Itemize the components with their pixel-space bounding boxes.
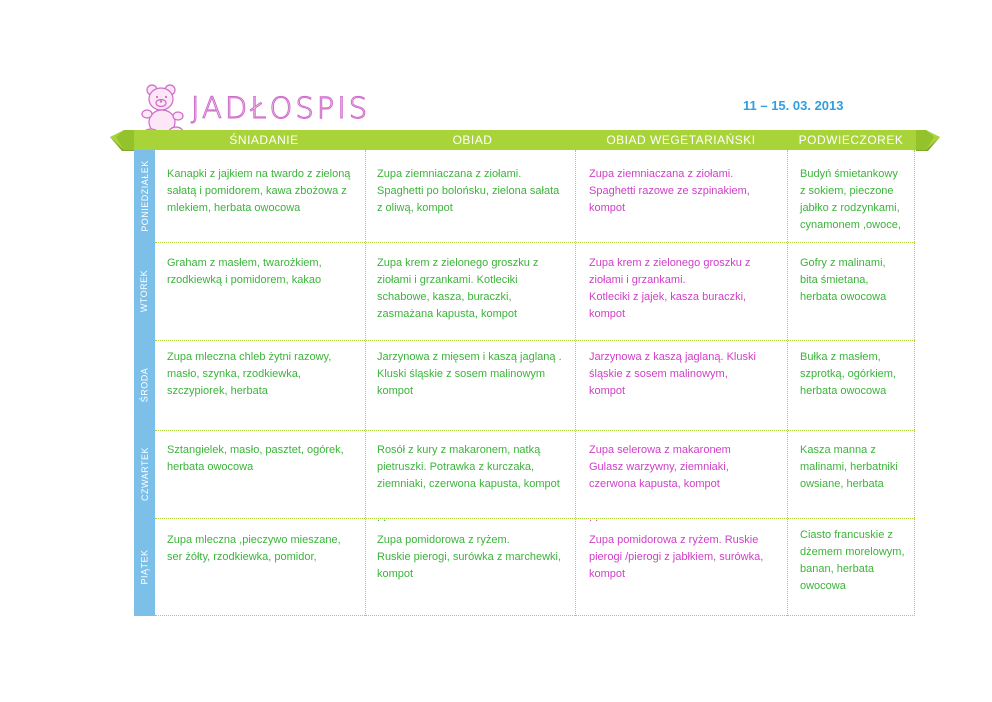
column-divider: [914, 150, 915, 616]
menu-cell-monday-vegetarian: Zupa ziemniaczana z ziołami. Spaghetti razowe ze szpinakiem, kompot: [589, 168, 750, 214]
day-label-friday: PIĄTEK: [139, 549, 150, 585]
menu-cell-wednesday-vegetarian: Jarzynowa z kaszą jaglaną. Kluski śląskie z sosem malinowym, kompot: [589, 351, 756, 397]
menu-cell-thursday-snack: Kasza manna z malinami, herbatniki owsiane, herbata: [800, 444, 898, 490]
menu-cell-friday-lunch: Zupa pomidorowa z ryżem. Ruskie pierogi, surówka z marchewki, kompot: [377, 534, 562, 580]
column-header-breakfast: ŚNIADANIE: [229, 133, 299, 147]
menu-cell-wednesday-breakfast: Zupa mleczna chleb żytni razowy, masło, szynka, rzodkiewka, szczypiorek, herbata: [167, 351, 332, 397]
menu-cell-friday-vegetarian: Zupa pomidorowa z ryżem. Ruskie pierogi /pierogi z jabłkiem, surówka, kompot: [589, 534, 764, 580]
column-header-vegetarian-lunch: OBIAD WEGETARIAŃSKI: [606, 133, 756, 147]
menu-cell-tuesday-breakfast: Graham z masłem, twarożkiem, rzodkiewką i pomidorem, kakao: [167, 257, 322, 286]
menu-cell-monday-breakfast: Kanapki z jajkiem na twardo z zieloną sałatą i pomidorem, kawa zbożowa z mlekiem, herbata owocowa: [167, 168, 351, 214]
menu-cell-tuesday-vegetarian: Zupa krem z zielonego groszku z ziołami i grzankami. Kotleciki z jajek, kasza buraczki, kompot: [589, 257, 751, 320]
row-divider: [155, 430, 915, 431]
column-header-lunch: OBIAD: [452, 133, 493, 147]
menu-cell-friday-snack: Ciasto francuskie z dżemem morelowym, banan, herbata owocowa: [800, 529, 905, 592]
day-label-wednesday: ŚRODA: [139, 367, 150, 403]
menu-cell-monday-lunch: Zupa ziemniaczana z ziołami. Spaghetti po bolońsku, zielona sałata z oliwą, kompot: [377, 168, 560, 214]
day-label-monday: PONIEDZIAŁEK: [139, 160, 150, 232]
menu-cell-monday-snack: Budyń śmietankowy z sokiem, pieczone jabłko z rodzynkami, cynamonem ,owoce,: [800, 168, 901, 231]
menu-cell-tuesday-lunch: Zupa krem z zielonego groszku z ziołami i grzankami. Kotleciki schabowe, kasza, buraczki, zasmażana kapusta, kompot: [377, 257, 539, 320]
menu-cell-thursday-lunch: Rosół z kury z makaronem, natką pietruszki. Potrawka z kurczaka, ziemniaki, czerwona kapusta, kompot . .: [377, 444, 560, 524]
row-divider: [155, 615, 915, 616]
menu-cell-thursday-vegetarian: Zupa selerowa z makaronem Gulasz warzywny, ziemniaki, czerwona kapusta, kompot . .: [589, 444, 731, 524]
menu-cell-wednesday-snack: Bułka z masłem, szprotką, ogórkiem, herbata owocowa: [800, 351, 896, 397]
page-title: JADŁOSPIS: [191, 91, 371, 125]
row-divider: [155, 242, 915, 243]
row-divider: [155, 340, 915, 341]
column-divider: [575, 150, 576, 616]
day-label-tuesday: WTOREK: [139, 269, 150, 313]
menu-cell-friday-breakfast: Zupa mleczna ,pieczywo mieszane, ser żółty, rzodkiewka, pomidor,: [167, 534, 341, 563]
day-label-thursday: CZWARTEK: [139, 446, 150, 502]
menu-cell-wednesday-lunch: Jarzynowa z mięsem i kaszą jaglaną . Kluski śląskie z sosem malinowym kompot: [377, 351, 562, 397]
menu-cell-tuesday-snack: Gofry z malinami, bita śmietana, herbata owocowa: [800, 257, 887, 303]
column-header-snack: PODWIECZOREK: [798, 133, 904, 147]
column-divider: [787, 150, 788, 616]
column-divider: [365, 150, 366, 616]
menu-cell-thursday-breakfast: Sztangielek, masło, pasztet, ogórek, herbata owocowa: [167, 444, 344, 473]
date-range: 11 – 15. 03. 2013: [743, 98, 844, 113]
